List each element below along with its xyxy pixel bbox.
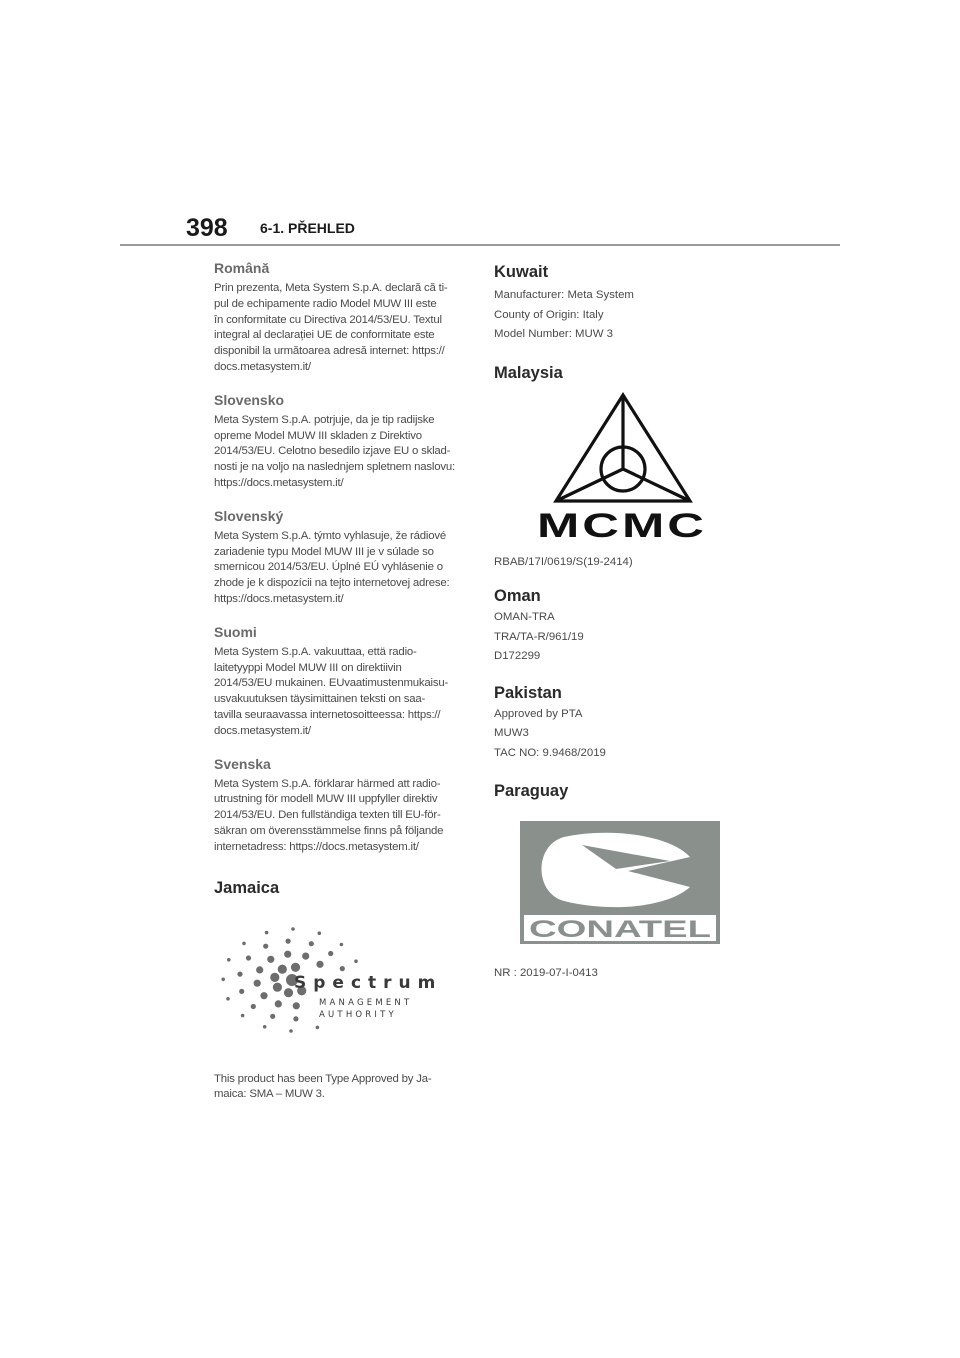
logo-dot	[293, 1016, 298, 1021]
logo-dot	[256, 966, 263, 973]
text-line: maica: SMA – MUW 3.	[214, 1088, 325, 1101]
logo-dot	[328, 950, 333, 955]
text-line: smernicou 2014/53/EU. Úplné EÚ vyhlásenie o	[214, 561, 443, 574]
section-slovensko-text	[214, 413, 472, 492]
logo-dot	[263, 943, 268, 948]
text-line: docs.metasystem.it/	[214, 724, 311, 737]
text-line: 2014/53/EU. Celotno besedilo izjave EU o sklad-	[214, 445, 451, 458]
heading-pakistan: Pakistan	[494, 683, 562, 702]
logo-dot	[251, 1003, 256, 1008]
logo-dot	[316, 960, 323, 967]
logo-dot	[286, 938, 291, 943]
text-line: OMAN-TRA	[494, 611, 555, 623]
spectrum-logo	[214, 920, 472, 1042]
section-kuwait-text	[494, 286, 754, 345]
logo-dot	[254, 979, 261, 986]
section-jamaica-text	[214, 1072, 472, 1104]
logo-dot	[226, 997, 230, 1001]
heading-svenska: Svenska	[214, 755, 271, 772]
logo-dot	[260, 992, 267, 999]
text-line: Prin prezenta, Meta System S.p.A. declară că ti-	[214, 282, 448, 294]
logo-dot	[241, 1013, 245, 1017]
text-line: zhode je k dispozícii na tejto internetovej adrese:	[214, 577, 450, 590]
text-line: opreme Model MUW III skladen z Direktivo	[214, 429, 422, 442]
heading-paraguay: Paraguay	[494, 782, 569, 800]
heading-oman: Oman	[494, 587, 541, 605]
logo-dot	[239, 988, 244, 993]
logo-dot	[291, 962, 300, 971]
logo-dot	[246, 955, 251, 960]
text-line: nosti je na voljo na naslednjem spletnem naslovu:	[214, 461, 455, 474]
right-column	[494, 258, 754, 984]
logo-dot	[265, 930, 269, 934]
logo-dot	[267, 955, 274, 962]
heading-romana: Română	[214, 260, 270, 276]
text-line: County of Origin: Italy	[494, 308, 604, 321]
text-line: în conformitate cu Directiva 2014/53/EU. Textul	[214, 313, 442, 326]
conatel-logo	[520, 821, 720, 944]
spectrum-logo-icon	[214, 920, 472, 1042]
svg-text:CONATEL: CONATEL	[529, 916, 711, 943]
logo-dot	[278, 964, 287, 973]
text-line: tavilla seuraavassa internetosoitteessa: https://	[214, 708, 441, 721]
page-number: 398	[186, 214, 228, 242]
logo-dot	[316, 1025, 320, 1029]
heading-kuwait: Kuwait	[494, 263, 549, 281]
logo-dot	[242, 941, 246, 945]
text-line: Meta System S.p.A. förklarar härmed att radio-	[214, 777, 441, 790]
svg-text:MCMC: MCMC	[537, 506, 707, 541]
logo-dot	[275, 1000, 282, 1007]
text-line: usvakuutuksen täysimittainen teksti on saa-	[214, 693, 426, 706]
malaysia-code: RBAB/17I/0619/S(19-2414)	[494, 555, 633, 568]
text-line: internetadress: https://docs.metasystem.it/	[214, 840, 419, 853]
svg-text:AUTHORITY: AUTHORITY	[319, 1009, 397, 1020]
logo-dot	[263, 1025, 267, 1029]
text-line: 2014/53/EU. Den fullständiga texten till EU-för-	[214, 809, 441, 822]
text-line: MUW3	[494, 727, 529, 739]
text-line: Meta System S.p.A. týmto vyhlasuje, že rádiové	[214, 529, 447, 542]
text-line: utrustning för modell MUW III uppfyller direktiv	[214, 793, 438, 806]
logo-dot	[273, 982, 282, 991]
logo-dot	[270, 972, 279, 981]
text-line: 2014/53/EU mukainen. EUvaatimustenmukaisu-	[214, 677, 449, 690]
text-line: pul de echipamente radio Model MUW III este	[214, 297, 437, 310]
header-divider	[120, 244, 840, 246]
text-line: integral al declarației UE de conformitate este	[214, 329, 435, 342]
logo-dot	[340, 942, 344, 946]
heading-jamaica: Jamaica	[214, 878, 280, 897]
logo-dot	[227, 958, 231, 962]
section-slovensky-text	[214, 529, 472, 608]
text-line: laitetyyppi Model MUW III on direktiivin	[214, 661, 402, 674]
logo-dot	[309, 941, 314, 946]
logo-dot	[237, 971, 242, 976]
logo-dot	[270, 1013, 275, 1018]
text-line: Meta System S.p.A. vakuuttaa, että radio-	[214, 645, 417, 658]
heading-suomi: Suomi	[214, 623, 257, 640]
logo-dot	[340, 966, 345, 971]
svg-text:Spectrum: Spectrum	[294, 972, 443, 993]
logo-dot	[284, 950, 291, 957]
text-line: https://docs.metasystem.it/	[214, 476, 344, 489]
text-line: TRA/TA-R/961/19	[494, 630, 584, 643]
section-romana-text	[214, 281, 472, 376]
heading-slovensky: Slovenský	[214, 507, 284, 524]
section-svenska-text	[214, 777, 472, 856]
left-column	[214, 258, 472, 1103]
logo-dot	[291, 927, 295, 931]
text-line: docs.metasystem.it/	[214, 360, 311, 373]
logo-dot	[354, 959, 358, 963]
logo-dot	[289, 1029, 293, 1033]
heading-slovensko: Slovensko	[214, 391, 285, 408]
conatel-logo-icon	[520, 821, 720, 944]
text-line: Approved by PTA	[494, 707, 583, 720]
text-line: Model Number: MUW 3	[494, 328, 613, 340]
mcmc-logo-icon	[532, 391, 712, 541]
svg-text:MANAGEMENT: MANAGEMENT	[319, 997, 413, 1008]
text-line: TAC NO: 9.9468/2019	[494, 746, 606, 759]
text-line: Manufacturer: Meta System	[494, 289, 634, 301]
chapter-title: 6-1. PŘEHLED	[260, 220, 355, 236]
logo-dot	[318, 931, 322, 935]
section-oman-text	[494, 608, 754, 667]
logo-dot	[284, 988, 293, 997]
text-line: zariadenie typu Model MUW III je v súlade so	[214, 545, 434, 558]
logo-dot	[293, 1002, 300, 1009]
logo-dot	[302, 952, 309, 959]
logo-dot	[221, 977, 225, 981]
text-line: disponibil la următoarea adresă internet: https://	[214, 345, 445, 358]
paraguay-code: NR : 2019-07-I-0413	[494, 967, 598, 979]
text-line: https://docs.metasystem.it/	[214, 592, 344, 605]
section-suomi-text	[214, 645, 472, 740]
mcmc-logo	[532, 391, 712, 541]
text-line: D172299	[494, 650, 541, 662]
section-pakistan-text	[494, 705, 754, 764]
text-line: säkran om överensstämmelse finns på följande	[214, 824, 444, 837]
text-line: Meta System S.p.A. potrjuje, da je tip radijske	[214, 413, 435, 426]
heading-malaysia: Malaysia	[494, 363, 563, 382]
text-line: This product has been Type Approved by Ja-	[214, 1072, 432, 1085]
